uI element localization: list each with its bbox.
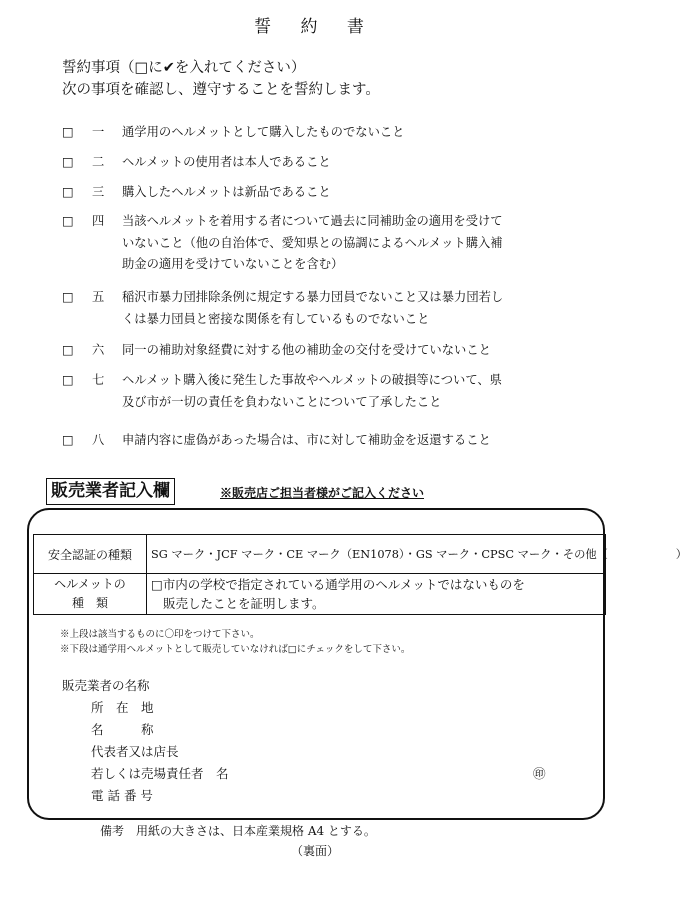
pledge-item-line: ヘルメット購入後に発生した事故やヘルメットの破損等について、県 [122,373,502,387]
pledge-checkbox[interactable]: □ [62,155,74,169]
pledge-checkbox[interactable]: □ [62,343,74,357]
pledge-item-number: 一 [92,125,105,139]
address-label[interactable]: 所 在 地 [91,700,154,715]
remark-upper: ※上段は該当するものに〇印をつけて下さい。 [60,629,260,640]
pledge-item-text [122,340,491,362]
pledge-instruction: 誓約事項（□に✔を入れてください） [62,60,306,76]
remark-lower: ※下段は通学用ヘルメットとして販売していなければ□にチェックをして下さい。 [60,644,411,655]
pledge-item-line: くは暴力団員と密接な関係を有しているものでないこと [122,311,430,326]
vendor-section-title: 販売業者記入欄 [46,478,175,505]
pledge-item-line: いないこと（他の自治体で、愛知県との協調によるヘルメット購入補 [122,235,503,250]
pledge-item-number: 五 [92,290,105,304]
company-name-label[interactable]: 名 称 [91,722,154,737]
pledge-item-line: 同一の補助対象経費に対する他の補助金の交付を受けていないこと [122,343,491,357]
pledge-item-text [122,152,331,174]
helmet-type-label-line1: ヘルメットの [54,577,126,591]
pledge-checkbox[interactable]: □ [62,290,74,304]
pledge-item-number: 八 [92,433,105,447]
seal-mark: ㊞ [533,766,546,781]
pledge-item-number: 六 [92,343,105,357]
pledge-item-line: 当該ヘルメットを着用する者について過去に同補助金の適用を受けて [122,214,503,228]
pledge-item-text [122,122,404,144]
pledge-item-line: 通学用のヘルメットとして購入したものでないこと [122,125,405,139]
helmet-type-checkbox-text[interactable]: □市内の学校で指定されている通学用のヘルメットではないものを [151,577,525,592]
cert-type-options[interactable]: SG マーク・JCF マーク・CE マーク（EN1078）・GS マーク・CPSC マーク・その他（ ） [147,535,606,574]
pledge-item-number: 七 [92,373,105,387]
page-side-label: （裏面） [290,844,339,858]
pledge-statement: 次の事項を確認し、遵守することを誓約します。 [62,82,380,98]
representative-label[interactable]: 代表者又は店長 [91,744,179,759]
pledge-item-line: 稲沢市暴力団排除条例に規定する暴力団員でないこと又は暴力団若し [122,290,504,304]
pledge-checkbox[interactable]: □ [62,433,74,447]
pledge-item-line: 申請内容に虚偽があった場合は、市に対して補助金を返還すること [122,433,491,447]
certification-table [33,534,687,615]
pledge-checkbox[interactable]: □ [62,185,74,199]
footnote: 備考 用紙の大きさは、日本産業規格 A4 とする。 [100,824,376,838]
pledge-item-number: 三 [92,185,105,199]
pledge-checkbox[interactable]: □ [62,373,74,387]
helmet-type-certification[interactable] [147,574,606,615]
phone-number-label[interactable]: 電 話 番 号 [91,788,153,803]
pledge-item-number: 四 [92,214,105,228]
vendor-name-heading: 販売業者の名称 [62,678,150,693]
pledge-item-number: 二 [92,155,105,169]
helmet-type-label [34,574,147,615]
pledge-item-line: 助金の適用を受けていないことを含む） [122,257,344,271]
pledge-item-text [122,430,491,452]
pledge-item-text [122,182,331,204]
helmet-type-label-line2: 種 類 [71,596,108,610]
cert-type-row [34,535,606,574]
pledge-checkbox[interactable]: □ [62,214,74,228]
pledge-item-text [122,370,502,413]
cert-type-label: 安全認証の種類 [34,535,147,574]
pledge-item-text [122,211,503,276]
pledge-checkbox[interactable]: □ [62,125,74,139]
pledge-item-line: 購入したヘルメットは新品であること [122,185,331,199]
helmet-type-certify-text: 販売したことを証明します。 [163,596,325,611]
document-title: 誓 約 書 [254,17,376,37]
vendor-section-note: ※販売店ご担当者様がご記入ください [220,486,425,500]
pledge-item-line: ヘルメットの使用者は本人であること [122,155,331,169]
pledge-item-line: 及び市が一切の責任を負わないことについて了承したこと [122,394,442,409]
pledge-item-text [122,287,503,330]
helmet-type-row [34,574,606,615]
manager-name-label[interactable]: 若しくは売場責任者 名 [91,766,229,781]
